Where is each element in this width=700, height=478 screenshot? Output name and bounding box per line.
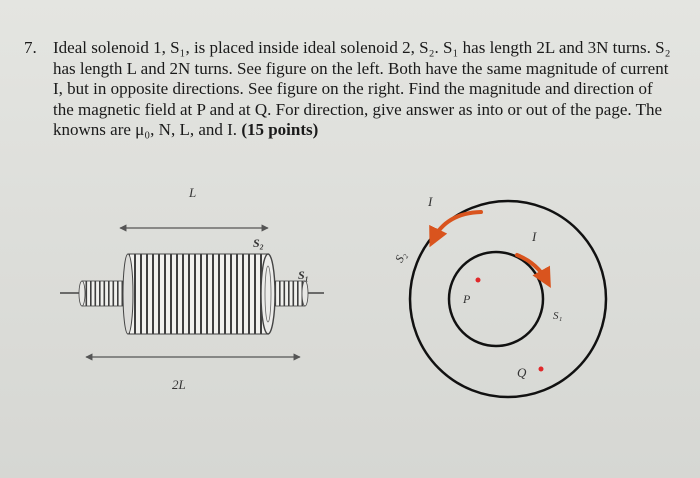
point-P	[476, 278, 481, 283]
solenoid-S2-coils	[128, 254, 268, 334]
current-arrow-outer	[433, 212, 481, 240]
label-I-outer: I	[428, 194, 433, 209]
solenoid-S1-right-end	[302, 281, 308, 306]
cross-section-figure	[392, 194, 606, 397]
label-Q: Q	[517, 365, 527, 380]
problem-points: (15 points)	[241, 120, 319, 139]
label-S1-left: S₁	[298, 268, 309, 282]
problem-number: 7.	[24, 38, 37, 57]
solenoid-S2	[123, 254, 275, 334]
label-S1-right: S₁	[553, 310, 563, 322]
label-S2-right: S₂	[391, 249, 410, 265]
label-L: L	[189, 185, 197, 200]
label-I-inner: I	[532, 229, 537, 244]
problem-body: Ideal solenoid 1, S₁, is placed inside ideal solenoid 2, S₂. S₁ has length 2L and 3N turns. S₂ has length L and 2N turns. See figure on the left. Both have the same magnitude of current I, but in opposite directions. See figure on the right. Find the magnitude and direction of the magnetic field at P and at Q. For direction, give answer as into or out of the page. The knowns are μ₀, N, L, and I.	[53, 38, 671, 139]
solenoid-S2-left-end	[123, 254, 133, 334]
label-P: P	[463, 292, 471, 306]
label-S2-left: S₂	[253, 236, 264, 250]
point-Q	[539, 367, 544, 372]
solenoid-figure	[60, 185, 324, 392]
solenoid-S1-left-end	[79, 281, 85, 306]
label-2L: 2L	[172, 377, 186, 392]
